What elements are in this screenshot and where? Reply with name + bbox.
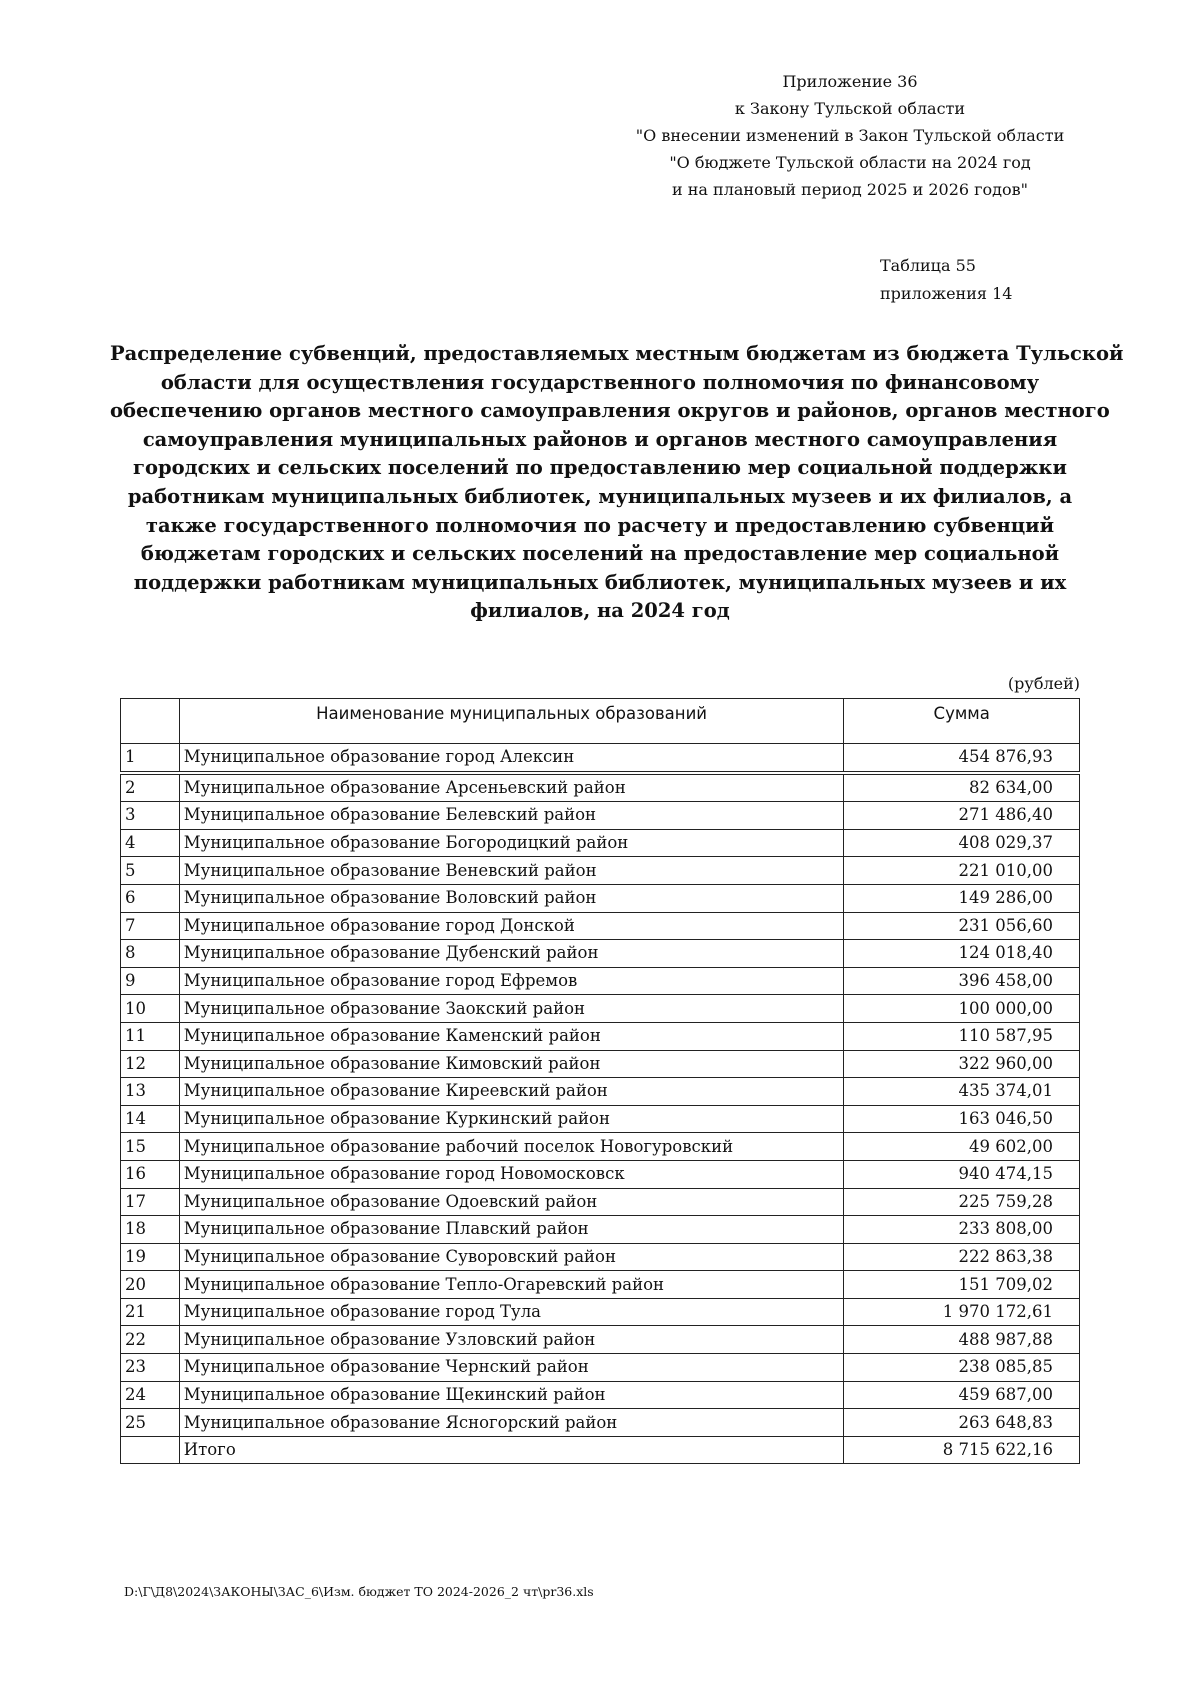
row-name: Муниципальное образование Заокский район (179, 995, 844, 1023)
row-sum: 49 602,00 (844, 1133, 1080, 1161)
row-number: 24 (121, 1381, 180, 1409)
table-row (121, 884, 1080, 912)
row-sum: 163 046,50 (844, 1105, 1080, 1133)
table-row (121, 1078, 1080, 1106)
row-name: Итого (179, 1436, 844, 1464)
row-number: 7 (121, 912, 180, 940)
table-ref-line: Таблица 55 (880, 256, 976, 275)
row-sum: 488 987,88 (844, 1326, 1080, 1354)
row-number: 5 (121, 857, 180, 885)
row-name: Муниципальное образование Дубенский район (179, 940, 844, 968)
row-sum: 322 960,00 (844, 1050, 1080, 1078)
row-name: Муниципальное образование Арсеньевский район (179, 773, 844, 802)
row-name: Муниципальное образование Ясногорский район (179, 1409, 844, 1437)
row-number: 15 (121, 1133, 180, 1161)
row-name: Муниципальное образование Белевский район (179, 802, 844, 830)
row-sum: 110 587,95 (844, 1022, 1080, 1050)
table-row (121, 1271, 1080, 1299)
table-header-row (121, 699, 1080, 744)
table-row (121, 857, 1080, 885)
table-ref-line: приложения 14 (880, 284, 1013, 303)
title-line: также государственного полномочия по расчету и предоставлению субвенций (145, 513, 1055, 537)
row-sum: 408 029,37 (844, 829, 1080, 857)
row-number: 21 (121, 1298, 180, 1326)
row-name: Муниципальное образование рабочий поселок Новогуровский (179, 1133, 844, 1161)
row-number: 12 (121, 1050, 180, 1078)
table-row (121, 744, 1080, 773)
appendix-line: "О внесении изменений в Закон Тульской области (635, 126, 1065, 145)
row-name: Муниципальное образование Чернский район (179, 1354, 844, 1382)
column-header-number (121, 699, 180, 744)
row-name: Муниципальное образование Тепло-Огаревский район (179, 1271, 844, 1299)
row-number: 25 (121, 1409, 180, 1437)
row-name: Муниципальное образование Одоевский район (179, 1188, 844, 1216)
row-number: 22 (121, 1326, 180, 1354)
row-name: Муниципальное образование Киреевский район (179, 1078, 844, 1106)
title-line: Распределение субвенций, предоставляемых местным бюджетам из бюджета Тульской (110, 342, 1124, 365)
appendix-line: Приложение 36 (782, 72, 918, 91)
row-name: Муниципальное образование Кимовский район (179, 1050, 844, 1078)
appendix-line: "О бюджете Тульской области на 2024 год (669, 153, 1031, 172)
row-number: 23 (121, 1354, 180, 1382)
table-row (121, 995, 1080, 1023)
table-row (121, 1188, 1080, 1216)
title-line: филиалов, на 2024 год (470, 599, 730, 623)
table-row (121, 1216, 1080, 1244)
title-line: городских и сельских поселений по предоставлению мер социальной поддержки (133, 456, 1067, 480)
title-line: работникам муниципальных библиотек, муниципальных музеев и их филиалов, а (127, 484, 1073, 508)
row-sum: 459 687,00 (844, 1381, 1080, 1409)
row-name: Муниципальное образование город Донской (179, 912, 844, 940)
column-header-name: Наименование муниципальных образований (179, 699, 844, 744)
row-number: 17 (121, 1188, 180, 1216)
row-number: 8 (121, 940, 180, 968)
table-row (121, 1298, 1080, 1326)
table-row (121, 1243, 1080, 1271)
row-name: Муниципальное образование Щекинский район (179, 1381, 844, 1409)
row-number: 2 (121, 773, 180, 802)
table-row (121, 1050, 1080, 1078)
row-sum: 454 876,93 (844, 744, 1080, 773)
row-sum: 435 374,01 (844, 1078, 1080, 1106)
table-row (121, 829, 1080, 857)
table-row (121, 912, 1080, 940)
row-number (121, 1436, 180, 1464)
table-row (121, 1409, 1080, 1437)
table-row (121, 1160, 1080, 1188)
row-number: 19 (121, 1243, 180, 1271)
row-number: 4 (121, 829, 180, 857)
row-name: Муниципальное образование город Тула (179, 1298, 844, 1326)
units-label: (рублей) (1007, 674, 1080, 693)
row-number: 9 (121, 967, 180, 995)
row-name: Муниципальное образование Веневский район (179, 857, 844, 885)
title-line: поддержки работникам муниципальных библиотек, муниципальных музеев и их (133, 570, 1067, 594)
row-name: Муниципальное образование Узловский район (179, 1326, 844, 1354)
table-row (121, 1326, 1080, 1354)
row-sum: 222 863,38 (844, 1243, 1080, 1271)
row-name: Муниципальное образование Богородицкий район (179, 829, 844, 857)
row-number: 11 (121, 1022, 180, 1050)
table-reference (880, 252, 1040, 308)
title-line: бюджетам городских и сельских поселений на предоставление мер социальной (140, 542, 1060, 566)
row-sum: 940 474,15 (844, 1160, 1080, 1188)
row-sum: 8 715 622,16 (844, 1436, 1080, 1464)
row-sum: 238 085,85 (844, 1354, 1080, 1382)
table-total-row (121, 1436, 1080, 1464)
appendix-header (620, 68, 1080, 203)
row-number: 20 (121, 1271, 180, 1299)
table-row (121, 1105, 1080, 1133)
row-name: Муниципальное образование город Алексин (179, 744, 844, 773)
title-line: обеспечению органов местного самоуправления округов и районов, органов местного (110, 399, 1110, 423)
row-sum: 396 458,00 (844, 967, 1080, 995)
column-header-sum: Сумма (844, 699, 1080, 744)
document-title (110, 340, 1124, 626)
row-number: 14 (121, 1105, 180, 1133)
row-number: 1 (121, 744, 180, 773)
table-body (121, 744, 1080, 1464)
table-row (121, 1354, 1080, 1382)
row-number: 18 (121, 1216, 180, 1244)
table-row (121, 802, 1080, 830)
subventions-table (120, 698, 1080, 1464)
row-sum: 1 970 172,61 (844, 1298, 1080, 1326)
file-path-footer: D:\Г\Д8\2024\ЗАКОНЫ\ЗАС_6\Изм. бюджет ТО 2024-2026_2 чт\pr36.xls (124, 1584, 594, 1599)
appendix-line: и на плановый период 2025 и 2026 годов" (671, 180, 1029, 199)
row-sum: 271 486,40 (844, 802, 1080, 830)
row-number: 13 (121, 1078, 180, 1106)
row-name: Муниципальное образование город Ефремов (179, 967, 844, 995)
row-name: Муниципальное образование Каменский район (179, 1022, 844, 1050)
row-number: 3 (121, 802, 180, 830)
row-sum: 124 018,40 (844, 940, 1080, 968)
row-sum: 263 648,83 (844, 1409, 1080, 1437)
table-row (121, 1022, 1080, 1050)
row-name: Муниципальное образование Плавский район (179, 1216, 844, 1244)
appendix-line: к Закону Тульской области (734, 99, 966, 118)
row-sum: 151 709,02 (844, 1271, 1080, 1299)
table-row (121, 773, 1080, 802)
row-sum: 225 759,28 (844, 1188, 1080, 1216)
table-row (121, 1381, 1080, 1409)
row-sum: 149 286,00 (844, 884, 1080, 912)
row-number: 6 (121, 884, 180, 912)
table-row (121, 967, 1080, 995)
row-name: Муниципальное образование город Новомосковск (179, 1160, 844, 1188)
row-sum: 233 808,00 (844, 1216, 1080, 1244)
row-number: 16 (121, 1160, 180, 1188)
row-sum: 221 010,00 (844, 857, 1080, 885)
title-line: самоуправления муниципальных районов и органов местного самоуправления (142, 427, 1058, 451)
row-sum: 231 056,60 (844, 912, 1080, 940)
row-sum: 100 000,00 (844, 995, 1080, 1023)
row-name: Муниципальное образование Суворовский район (179, 1243, 844, 1271)
row-name: Муниципальное образование Воловский район (179, 884, 844, 912)
table-row (121, 940, 1080, 968)
title-line: области для осуществления государственного полномочия по финансовому (160, 370, 1040, 394)
table-row (121, 1133, 1080, 1161)
row-name: Муниципальное образование Куркинский район (179, 1105, 844, 1133)
row-number: 10 (121, 995, 180, 1023)
row-sum: 82 634,00 (844, 773, 1080, 802)
